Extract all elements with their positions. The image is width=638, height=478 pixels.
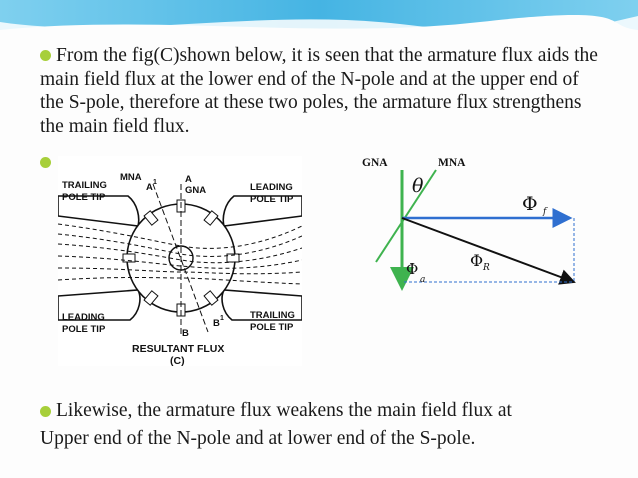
armature-flux-figure xyxy=(58,156,302,366)
header-band xyxy=(0,0,638,40)
svg-text:a: a xyxy=(420,275,426,285)
b-label: B xyxy=(182,328,189,339)
svg-text:R: R xyxy=(483,263,490,273)
phi-r-label: Φ xyxy=(470,251,484,270)
a-label: A xyxy=(185,174,192,185)
paragraph-armature-aids: From the fig(C)shown below, it is seen that the armature flux aids the main field flux at the lower end of the N-pole and at the upper end of the S-pole, therefore at these two poles, the armature flux strengthens the main field flux. xyxy=(40,45,598,137)
pole-tip-bl-label: POLE TIP xyxy=(62,324,106,335)
bullet-2 xyxy=(40,157,51,168)
gna-axis-label: GNA xyxy=(362,157,388,169)
paragraph-armature-weakens: Likewise, the armature flux weakens the main field flux at xyxy=(56,400,512,421)
mna-axis-label: MNA xyxy=(438,157,466,169)
leading-bottom-label: LEADING xyxy=(62,312,105,323)
paragraph-armature-weakens-line2: Upper end of the N-pole and at lower end of the S-pole. xyxy=(40,428,476,449)
b1-label: B xyxy=(213,318,220,329)
flux-phasor-diagram xyxy=(358,152,590,292)
trailing-bottom-label: TRAILING xyxy=(250,310,295,321)
pole-tip-tr-label: POLE TIP xyxy=(250,194,294,205)
svg-text:f: f xyxy=(543,207,547,217)
phi-a-label: Φ xyxy=(406,260,419,278)
mna-label: MNA xyxy=(120,172,142,183)
phi-f-label: Φ xyxy=(522,193,538,215)
svg-text:1: 1 xyxy=(220,315,224,322)
trailing-top-label: TRAILING xyxy=(62,180,107,191)
pole-tip-tl-label: POLE TIP xyxy=(62,192,106,203)
leading-top-label: LEADING xyxy=(250,182,293,193)
pole-tip-br-label: POLE TIP xyxy=(250,322,294,333)
resultant-flux-label: RESULTANT FLUX xyxy=(132,343,225,355)
svg-text:1: 1 xyxy=(153,179,157,186)
a1-label: A xyxy=(146,182,153,193)
figure-caption: (C) xyxy=(170,355,185,366)
theta-label: θ xyxy=(412,175,424,197)
gna-label: GNA xyxy=(185,185,207,196)
